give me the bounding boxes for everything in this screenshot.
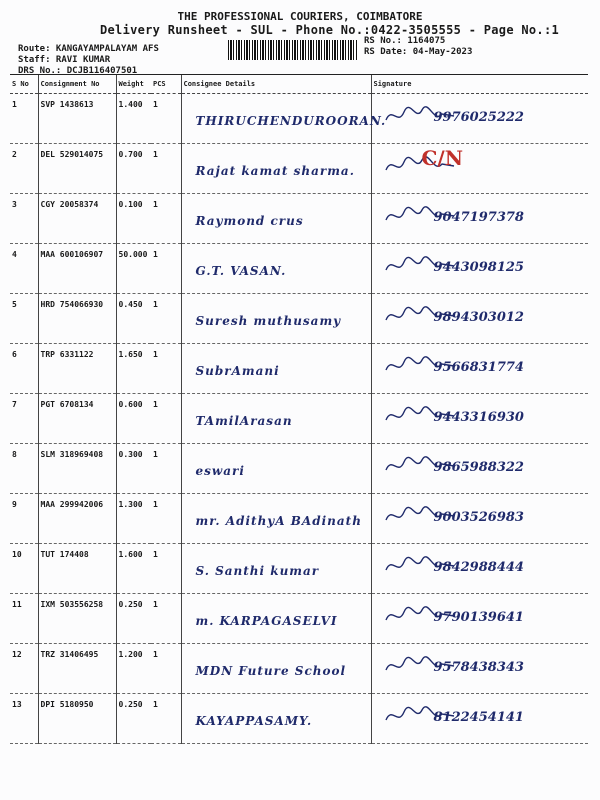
row-pcs: 1 — [151, 94, 181, 144]
row-consignment: IXM 503556258 — [38, 594, 116, 644]
row-sno: 4 — [10, 244, 38, 294]
row-weight: 0.100 — [116, 194, 151, 244]
row-signature-cell — [371, 394, 588, 444]
row-weight: 1.200 — [116, 644, 151, 694]
row-phone: 9894303012 — [433, 310, 524, 325]
row-consignment: SLM 318969408 — [38, 444, 116, 494]
row-consignee: S. Santhi kumar — [195, 564, 320, 578]
row-consignment: DPI 5180950 — [38, 694, 116, 744]
row-pcs: 1 — [151, 444, 181, 494]
row-consignment: TRZ 31406495 — [38, 644, 116, 694]
row-signature-cell — [371, 444, 588, 494]
row-weight: 0.300 — [116, 444, 151, 494]
row-signature-cell — [371, 194, 588, 244]
row-consignee-cell — [181, 394, 371, 444]
col-signature: Signature — [371, 75, 588, 94]
table-row — [10, 494, 588, 544]
drs-label: DRS No.: DCJB116407501 — [18, 66, 138, 76]
row-sno: 7 — [10, 394, 38, 444]
row-consignee: THIRUCHENDUROORAN. — [195, 114, 387, 128]
row-phone: 9566831774 — [433, 360, 524, 375]
table-row — [10, 94, 588, 144]
row-consignee: Rajat kamat sharma. — [195, 164, 355, 178]
row-phone: 9790139641 — [433, 610, 524, 625]
row-signature-cell — [371, 94, 588, 144]
row-consignment: HRD 754066930 — [38, 294, 116, 344]
row-sno: 1 — [10, 94, 38, 144]
row-consignee: MDN Future School — [195, 664, 347, 678]
row-consignee: eswari — [195, 464, 245, 478]
row-phone: C/N — [421, 146, 464, 170]
rs-date: RS Date: 04-May-2023 — [364, 47, 473, 57]
row-signature-cell — [371, 494, 588, 544]
row-weight: 1.400 — [116, 94, 151, 144]
table-row — [10, 544, 588, 594]
table-row — [10, 294, 588, 344]
route-label: Route: KANGAYAMPALAYAM AFS — [18, 44, 159, 54]
row-consignee-cell — [181, 694, 371, 744]
row-consignee: m. KARPAGASELVI — [195, 614, 338, 628]
row-signature-cell — [371, 644, 588, 694]
row-weight: 0.600 — [116, 394, 151, 444]
row-signature-cell — [371, 694, 588, 744]
row-weight: 1.650 — [116, 344, 151, 394]
row-consignee: G.T. VASAN. — [195, 264, 287, 278]
row-consignee-cell — [181, 244, 371, 294]
row-consignee-cell — [181, 94, 387, 144]
row-consignment: TUT 174408 — [38, 544, 116, 594]
row-consignee: TAmilArasan — [195, 414, 293, 428]
table-row — [10, 244, 588, 294]
table-row — [10, 644, 588, 694]
row-pcs: 1 — [151, 544, 181, 594]
staff-label: Staff: RAVI KUMAR — [18, 55, 111, 65]
table-row — [10, 344, 588, 394]
row-consignee: KAYAPPASAMY. — [195, 714, 313, 728]
row-pcs: 1 — [151, 644, 181, 694]
barcode — [228, 40, 358, 60]
row-consignee-cell — [181, 444, 371, 494]
row-pcs: 1 — [151, 244, 181, 294]
row-consignee-cell — [181, 344, 371, 394]
row-sno: 6 — [10, 344, 38, 394]
row-sno: 12 — [10, 644, 38, 694]
row-weight: 50.000 — [116, 244, 151, 294]
row-consignment: PGT 6708134 — [38, 394, 116, 444]
row-signature-cell — [371, 594, 588, 644]
row-weight: 0.450 — [116, 294, 151, 344]
row-signature-cell — [371, 344, 588, 394]
row-pcs: 1 — [151, 394, 181, 444]
row-signature-cell — [371, 294, 588, 344]
row-consignment: MAA 299942006 — [38, 494, 116, 544]
row-weight: 0.250 — [116, 694, 151, 744]
row-consignee-cell — [181, 144, 371, 194]
row-consignment: SVP 1438613 — [38, 94, 116, 144]
row-phone: 8122454141 — [433, 710, 524, 725]
row-pcs: 1 — [151, 194, 181, 244]
row-pcs: 1 — [151, 344, 181, 394]
row-signature-cell — [371, 144, 588, 194]
row-sno: 13 — [10, 694, 38, 744]
row-phone: 9443316930 — [433, 410, 524, 425]
row-sno: 8 — [10, 444, 38, 494]
row-sno: 2 — [10, 144, 38, 194]
row-signature-cell — [371, 244, 588, 294]
row-consignee: Suresh muthusamy — [195, 314, 342, 328]
row-weight: 0.250 — [116, 594, 151, 644]
rs-number: RS No.: 1164075 — [364, 36, 446, 46]
row-consignee: SubrAmani — [195, 364, 280, 378]
table-row — [10, 194, 588, 244]
company-title: THE PROFESSIONAL COURIERS, COIMBATORE — [177, 10, 423, 23]
row-consignment: CGY 20058374 — [38, 194, 116, 244]
row-consignee-cell — [181, 194, 371, 244]
row-sno: 10 — [10, 544, 38, 594]
row-pcs: 1 — [151, 594, 181, 644]
row-pcs: 1 — [151, 494, 181, 544]
row-phone: 9865988322 — [433, 460, 524, 475]
row-sno: 3 — [10, 194, 38, 244]
table-row — [10, 394, 588, 444]
col-sno: S No — [10, 75, 38, 94]
row-consignee-cell — [181, 544, 371, 594]
row-signature-cell — [371, 544, 588, 594]
row-consignment: MAA 600106907 — [38, 244, 116, 294]
row-sno: 5 — [10, 294, 38, 344]
table-row — [10, 444, 588, 494]
row-phone: 9976025222 — [433, 110, 524, 125]
row-consignment: TRP 6331122 — [38, 344, 116, 394]
row-consignee-cell — [181, 644, 371, 694]
row-consignee-cell — [181, 494, 371, 544]
table-row — [10, 594, 588, 644]
row-weight: 1.300 — [116, 494, 151, 544]
row-pcs: 1 — [151, 694, 181, 744]
row-phone: 9842988444 — [433, 560, 524, 575]
row-weight: 0.700 — [116, 144, 151, 194]
row-consignee-cell — [181, 594, 371, 644]
row-weight: 1.600 — [116, 544, 151, 594]
table-header-row — [10, 75, 588, 94]
runsheet-subtitle: Delivery Runsheet - SUL - Phone No.:0422-3505555 - Page No.:1 — [100, 23, 560, 37]
table-row — [10, 694, 588, 744]
row-phone: 9443098125 — [433, 260, 524, 275]
col-consignee: Consignee Details — [181, 75, 371, 94]
row-pcs: 1 — [151, 294, 181, 344]
row-consignee-cell — [181, 294, 371, 344]
col-weight: Weight — [116, 75, 151, 94]
row-consignment: DEL 529014075 — [38, 144, 116, 194]
row-sno: 9 — [10, 494, 38, 544]
row-consignee: Raymond crus — [195, 214, 304, 228]
row-pcs: 1 — [151, 144, 181, 194]
row-sno: 11 — [10, 594, 38, 644]
row-phone: 9003526983 — [433, 510, 524, 525]
col-pcs: PCS — [151, 75, 181, 94]
delivery-table — [10, 74, 588, 744]
table-row — [10, 144, 588, 194]
row-phone: 9578438343 — [433, 660, 524, 675]
col-consignment: Consignment No — [38, 75, 116, 94]
row-phone: 9047197378 — [433, 210, 524, 225]
row-consignee: mr. AdithyA BAdinath — [195, 514, 362, 528]
